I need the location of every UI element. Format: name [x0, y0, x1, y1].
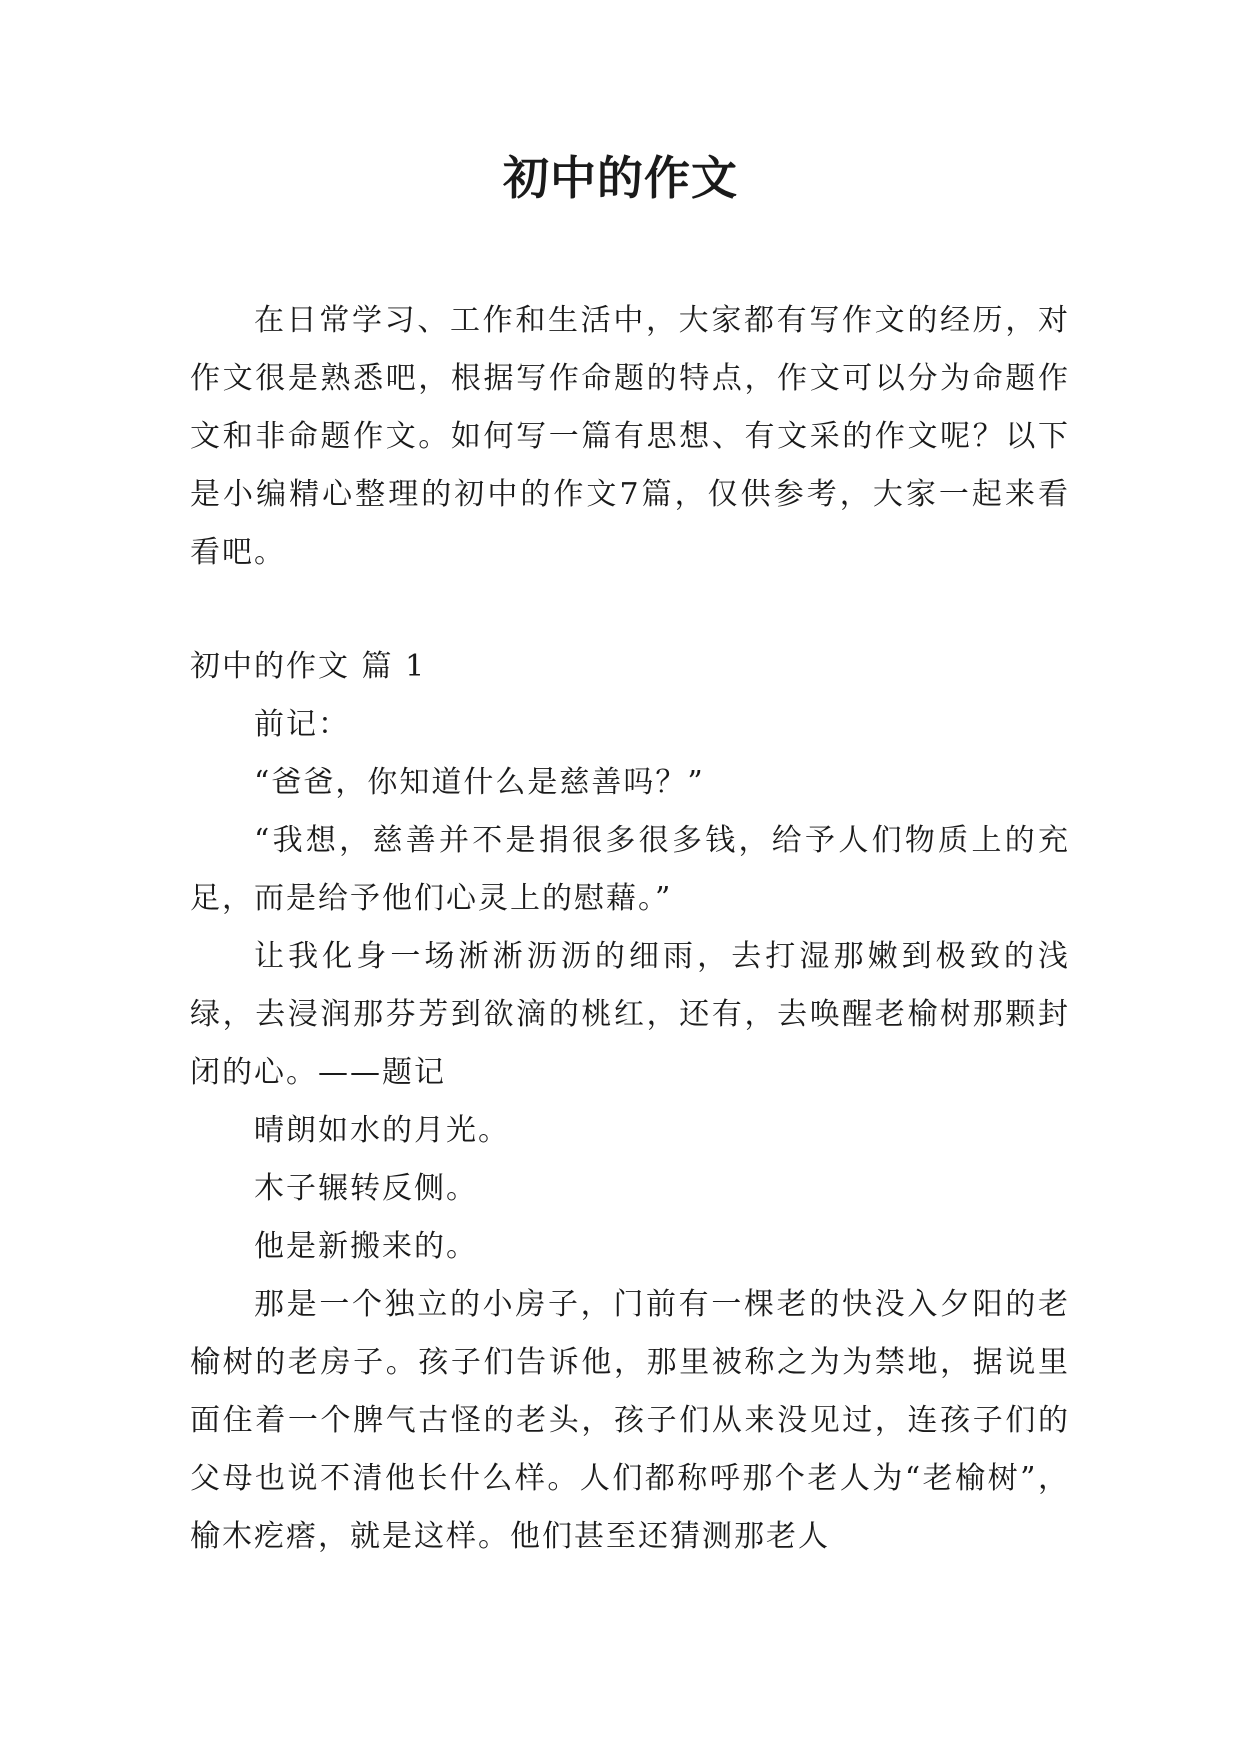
paragraph-quote-2: “我想，慈善并不是捐很多很多钱，给予人们物质上的充足，而是给予他们心灵上的慰藉。” [190, 823, 1070, 916]
document-title: 初中的作文 [503, 151, 738, 205]
paragraph-quote-1: “爸爸，你知道什么是慈善吗？” [254, 765, 705, 800]
article-body [190, 638, 1070, 1566]
paragraph-tossing: 木子辗转反侧。 [254, 1171, 478, 1206]
paragraph-moonlight: 晴朗如水的月光。 [254, 1113, 510, 1148]
paragraph-epigraph: 让我化身一场淅淅沥沥的细雨，去打湿那嫩到极致的浅绿，去浸润那芬芳到欲滴的桃红，还有，去唤醒老榆树那颗封闭的心。——题记 [190, 939, 1070, 1090]
intro-block [190, 292, 1070, 582]
paragraph-new-arrival: 他是新搬来的。 [254, 1229, 478, 1264]
paragraph-house: 那是一个独立的小房子，门前有一棵老的快没入夕阳的老榆树的老房子。孩子们告诉他，那里被称之为为禁地，据说里面住着一个脾气古怪的老头，孩子们从来没见过，连孩子们的父母也说不清他长什么样。人们都称呼那个老人为“老榆树”，榆木疙瘩，就是这样。他们甚至还猜测那老人 [190, 1287, 1070, 1554]
section-heading: 初中的作文 篇 1 [190, 649, 427, 684]
paragraph-preface: 前记： [254, 707, 350, 742]
intro-paragraph: 在日常学习、工作和生活中，大家都有写作文的经历，对作文很是熟悉吧，根据写作命题的特点，作文可以分为命题作文和非命题作文。如何写一篇有思想、有文采的作文呢？以下是小编精心整理的初中的作文7篇，仅供参考，大家一起来看看吧。 [190, 303, 1070, 570]
